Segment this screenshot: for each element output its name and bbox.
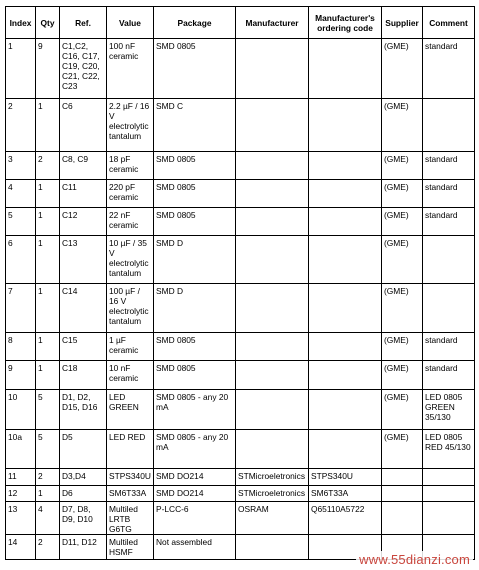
column-header-supplier: Supplier xyxy=(382,7,423,39)
cell-manufacturer xyxy=(236,361,309,390)
cell-qty: 2 xyxy=(36,535,60,560)
cell-supplier xyxy=(382,502,423,535)
column-header-manufacturer: Manufacturer xyxy=(236,7,309,39)
cell-value: 2.2 µF / 16 V electrolytic tantalum xyxy=(107,99,154,152)
cell-ref: D3,D4 xyxy=(60,469,107,486)
cell-package: SMD 0805 xyxy=(154,39,236,99)
cell-manufacturer: STMicroeletronics xyxy=(236,469,309,486)
table-row xyxy=(6,284,475,333)
cell-comment xyxy=(423,284,475,333)
cell-ordering-code xyxy=(309,390,382,430)
cell-ref: C1,C2, C16, C17, C19, C20, C21, C22, C23 xyxy=(60,39,107,99)
column-header-value: Value xyxy=(107,7,154,39)
cell-manufacturer xyxy=(236,430,309,469)
cell-package: SMD 0805 xyxy=(154,333,236,361)
cell-supplier: (GME) xyxy=(382,180,423,208)
cell-package: P-LCC-6 xyxy=(154,502,236,535)
cell-qty: 1 xyxy=(36,361,60,390)
cell-value: 22 nF ceramic xyxy=(107,208,154,236)
cell-ordering-code xyxy=(309,284,382,333)
cell-comment xyxy=(423,99,475,152)
table-row xyxy=(6,469,475,486)
cell-qty: 1 xyxy=(36,236,60,284)
cell-package: SMD C xyxy=(154,99,236,152)
cell-supplier: (GME) xyxy=(382,361,423,390)
cell-manufacturer xyxy=(236,152,309,180)
cell-ref: C8, C9 xyxy=(60,152,107,180)
cell-qty: 2 xyxy=(36,152,60,180)
cell-qty: 1 xyxy=(36,333,60,361)
cell-index: 5 xyxy=(6,208,36,236)
cell-ref: C12 xyxy=(60,208,107,236)
cell-index: 3 xyxy=(6,152,36,180)
cell-ref: D6 xyxy=(60,486,107,502)
cell-index: 12 xyxy=(6,486,36,502)
cell-value: Multiled HSMF xyxy=(107,535,154,560)
table-row xyxy=(6,361,475,390)
cell-package: SMD 0805 xyxy=(154,152,236,180)
cell-supplier: (GME) xyxy=(382,208,423,236)
cell-ref: C15 xyxy=(60,333,107,361)
cell-supplier: (GME) xyxy=(382,333,423,361)
cell-index: 10a xyxy=(6,430,36,469)
cell-value: Multiled LRTB G6TG xyxy=(107,502,154,535)
cell-ref: C18 xyxy=(60,361,107,390)
cell-supplier: (GME) xyxy=(382,152,423,180)
cell-package: SMD DO214 xyxy=(154,469,236,486)
cell-index: 11 xyxy=(6,469,36,486)
cell-supplier: (GME) xyxy=(382,284,423,333)
cell-ref: C14 xyxy=(60,284,107,333)
cell-ordering-code: STPS340U xyxy=(309,469,382,486)
column-header-comment: Comment xyxy=(423,7,475,39)
cell-manufacturer: STMicroeletronics xyxy=(236,486,309,502)
cell-supplier: (GME) xyxy=(382,39,423,99)
cell-index: 13 xyxy=(6,502,36,535)
cell-qty: 5 xyxy=(36,390,60,430)
table-header-row xyxy=(6,7,475,39)
cell-comment xyxy=(423,502,475,535)
table-row xyxy=(6,99,475,152)
cell-value: SM6T33A xyxy=(107,486,154,502)
cell-comment: standard xyxy=(423,361,475,390)
cell-comment xyxy=(423,486,475,502)
cell-supplier: (GME) xyxy=(382,99,423,152)
cell-supplier: (GME) xyxy=(382,236,423,284)
cell-qty: 1 xyxy=(36,208,60,236)
cell-ref: C6 xyxy=(60,99,107,152)
cell-manufacturer xyxy=(236,390,309,430)
cell-comment xyxy=(423,236,475,284)
cell-index: 14 xyxy=(6,535,36,560)
cell-ordering-code: SM6T33A xyxy=(309,486,382,502)
cell-index: 9 xyxy=(6,361,36,390)
cell-comment: standard xyxy=(423,152,475,180)
table-row xyxy=(6,333,475,361)
cell-value: LED GREEN xyxy=(107,390,154,430)
cell-package: SMD D xyxy=(154,284,236,333)
cell-qty: 1 xyxy=(36,486,60,502)
cell-supplier: (GME) xyxy=(382,390,423,430)
cell-package: SMD 0805 - any 20 mA xyxy=(154,430,236,469)
cell-index: 1 xyxy=(6,39,36,99)
cell-package: SMD D xyxy=(154,236,236,284)
cell-comment: LED 0805 GREEN 35/130 xyxy=(423,390,475,430)
cell-ordering-code xyxy=(309,333,382,361)
column-header-ordering-code: Manufacturer's ordering code xyxy=(309,7,382,39)
cell-ref: C13 xyxy=(60,236,107,284)
table-row xyxy=(6,390,475,430)
cell-index: 10 xyxy=(6,390,36,430)
table-row xyxy=(6,39,475,99)
cell-package: SMD DO214 xyxy=(154,486,236,502)
cell-comment: standard xyxy=(423,333,475,361)
cell-value: 18 pF ceramic xyxy=(107,152,154,180)
cell-qty: 1 xyxy=(36,284,60,333)
cell-ordering-code xyxy=(309,208,382,236)
cell-manufacturer xyxy=(236,284,309,333)
watermark: www.55dianzi.com xyxy=(356,551,473,568)
cell-manufacturer xyxy=(236,39,309,99)
cell-value: STPS340U xyxy=(107,469,154,486)
cell-comment: standard xyxy=(423,208,475,236)
cell-manufacturer xyxy=(236,180,309,208)
cell-ordering-code: Q65110A5722 xyxy=(309,502,382,535)
cell-ordering-code xyxy=(309,99,382,152)
cell-supplier: (GME) xyxy=(382,430,423,469)
cell-ordering-code xyxy=(309,430,382,469)
cell-value: 100 µF / 16 V electrolytic tantalum xyxy=(107,284,154,333)
cell-comment: standard xyxy=(423,180,475,208)
table-row xyxy=(6,208,475,236)
cell-comment: standard xyxy=(423,39,475,99)
cell-value: 10 µF / 35 V electrolytic tantalum xyxy=(107,236,154,284)
cell-ref: D7, D8, D9, D10 xyxy=(60,502,107,535)
cell-value: 1 µF ceramic xyxy=(107,333,154,361)
cell-qty: 9 xyxy=(36,39,60,99)
cell-index: 2 xyxy=(6,99,36,152)
cell-qty: 1 xyxy=(36,99,60,152)
cell-value: 220 pF ceramic xyxy=(107,180,154,208)
cell-index: 8 xyxy=(6,333,36,361)
cell-manufacturer xyxy=(236,208,309,236)
cell-manufacturer xyxy=(236,99,309,152)
cell-qty: 4 xyxy=(36,502,60,535)
column-header-index: Index xyxy=(6,7,36,39)
cell-ref: D5 xyxy=(60,430,107,469)
cell-manufacturer xyxy=(236,333,309,361)
cell-package: Not assembled xyxy=(154,535,236,560)
table-row xyxy=(6,180,475,208)
table-row xyxy=(6,430,475,469)
cell-supplier xyxy=(382,486,423,502)
table-row xyxy=(6,152,475,180)
cell-comment: LED 0805 RED 45/130 xyxy=(423,430,475,469)
cell-package: SMD 0805 xyxy=(154,208,236,236)
cell-manufacturer xyxy=(236,236,309,284)
cell-index: 4 xyxy=(6,180,36,208)
cell-index: 6 xyxy=(6,236,36,284)
table-row xyxy=(6,486,475,502)
table-row xyxy=(6,236,475,284)
cell-ordering-code xyxy=(309,236,382,284)
bom-table xyxy=(5,6,475,560)
cell-qty: 2 xyxy=(36,469,60,486)
cell-ref: C11 xyxy=(60,180,107,208)
column-header-qty: Qty xyxy=(36,7,60,39)
column-header-ref: Ref. xyxy=(60,7,107,39)
cell-value: 10 nF ceramic xyxy=(107,361,154,390)
cell-value: LED RED xyxy=(107,430,154,469)
cell-ref: D11, D12 xyxy=(60,535,107,560)
cell-package: SMD 0805 xyxy=(154,180,236,208)
column-header-package: Package xyxy=(154,7,236,39)
cell-ordering-code xyxy=(309,152,382,180)
cell-comment xyxy=(423,469,475,486)
table-row xyxy=(6,502,475,535)
cell-package: SMD 0805 - any 20 mA xyxy=(154,390,236,430)
cell-ordering-code xyxy=(309,180,382,208)
cell-package: SMD 0805 xyxy=(154,361,236,390)
cell-ordering-code xyxy=(309,361,382,390)
cell-index: 7 xyxy=(6,284,36,333)
cell-value: 100 nF ceramic xyxy=(107,39,154,99)
cell-supplier xyxy=(382,469,423,486)
table-body xyxy=(6,39,475,560)
cell-qty: 5 xyxy=(36,430,60,469)
cell-manufacturer xyxy=(236,535,309,560)
cell-manufacturer: OSRAM xyxy=(236,502,309,535)
cell-ordering-code xyxy=(309,39,382,99)
cell-qty: 1 xyxy=(36,180,60,208)
cell-ref: D1, D2, D15, D16 xyxy=(60,390,107,430)
